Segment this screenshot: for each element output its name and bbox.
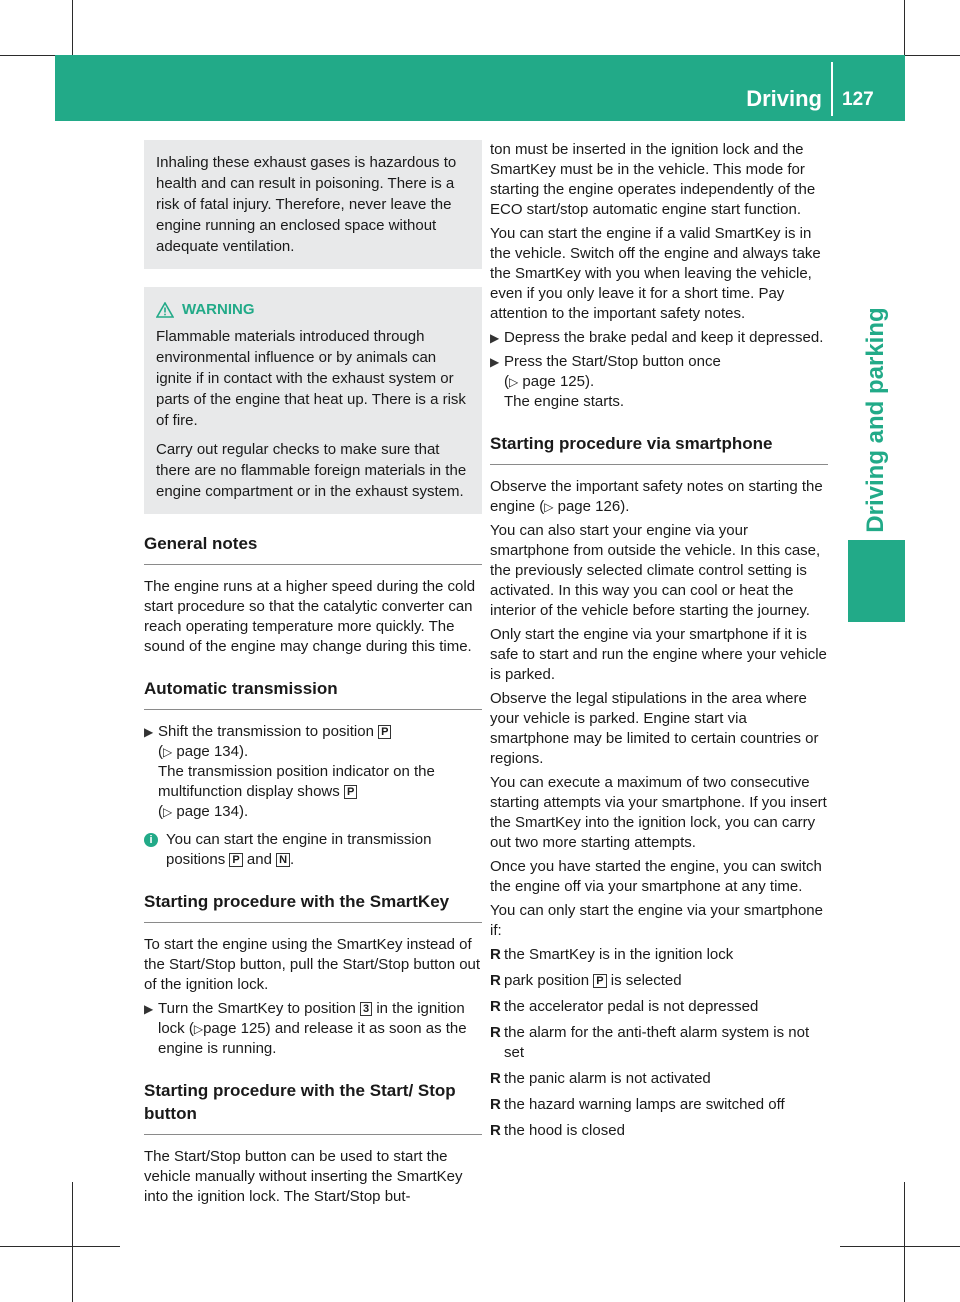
- smartphone-text-5: You can execute a maximum of two consecutive starting attempts via your smartphone. If you insert the SmartKey into the ignition lock, you can carry out two more starting attempts.: [490, 774, 827, 851]
- section-heading-startstop: Starting procedure with the Start/ Stop button: [144, 1079, 482, 1135]
- step-text: Press the Start/Stop button once: [504, 353, 721, 370]
- bullet-icon: R: [490, 946, 501, 963]
- section-heading-smartphone: Starting procedure via smartphone: [490, 432, 828, 465]
- smartphone-text-1: Observe the important safety notes on starting the engine (▷ page 126).: [490, 478, 823, 515]
- key-p-symbol: P: [229, 853, 242, 867]
- smartphone-text-6: Once you have started the engine, you can switch the engine off via your smartphone at any time.: [490, 858, 822, 895]
- crop-mark: [72, 1182, 73, 1302]
- key-p-symbol: P: [344, 785, 357, 799]
- header-separator: [831, 62, 833, 116]
- warning-box: [144, 287, 482, 514]
- step-result: The engine starts.: [504, 393, 625, 410]
- exhaust-hazard-box: [144, 140, 482, 269]
- list-item: R the alarm for the anti-theft alarm system is not set: [490, 1024, 810, 1061]
- list-item: R the hood is closed: [490, 1122, 625, 1139]
- key-p-symbol: P: [593, 974, 606, 988]
- bullet-icon: R: [490, 972, 501, 989]
- step-text: Turn the SmartKey to position: [158, 1000, 356, 1017]
- page-reference[interactable]: page 126: [557, 498, 621, 515]
- page-ref-arrow-icon: ▷: [163, 745, 173, 759]
- warning-title: WARNING: [182, 301, 255, 318]
- list-item: R the accelerator pedal is not depressed: [490, 998, 759, 1015]
- hazard-text: Inhaling these exhaust gases is hazardous to health and can result in poisoning. There is a risk of fatal injury. Therefore, never leave the engine running an enclosed space without adequate ventilation.: [156, 154, 457, 255]
- instruction-step: ▶ Press the Start/Stop button once (▷ page 125). The engine starts.: [490, 353, 721, 410]
- step-text: ) and release it as soon as the engine is running.: [158, 1020, 467, 1057]
- step-arrow-icon: ▶: [144, 725, 154, 739]
- bullet-icon: R: [490, 998, 501, 1015]
- side-section-label: Driving and parking: [862, 307, 889, 533]
- section-heading-automatic: Automatic transmission: [144, 677, 482, 710]
- info-text: You can start the engine in transmission positions: [166, 831, 432, 868]
- step-arrow-icon: ▶: [490, 355, 500, 369]
- info-note: i You can start the engine in transmission positions P and N .: [144, 830, 482, 870]
- smartphone-text-2: You can also start your engine via your smartphone from outside the vehicle. In this case, the previously selected climate control setting is activated. In this way you can cool or heat the interior of the vehicle before starting the journey.: [490, 522, 821, 619]
- warning-triangle-icon: [156, 302, 174, 318]
- list-item: R the SmartKey is in the ignition lock: [490, 946, 734, 963]
- page-ref-arrow-icon: ▷: [163, 805, 173, 819]
- key-n-symbol: N: [276, 853, 290, 867]
- smartkey-text: To start the engine using the SmartKey instead of the Start/Stop button, pull the Start/Stop button out of the ignition lock.: [144, 936, 481, 993]
- bullet-icon: R: [490, 1024, 501, 1041]
- list-item: R the hazard warning lamps are switched off: [490, 1096, 785, 1113]
- smartphone-text-7: You can only start the engine via your smartphone if:: [490, 902, 823, 939]
- bullet-icon: R: [490, 1122, 501, 1139]
- smartphone-text-3: Only start the engine via your smartphone if it is safe to start and run the engine where your vehicle is parked.: [490, 626, 827, 683]
- page-ref-arrow-icon: ▷: [193, 1022, 204, 1036]
- step-text: Shift the transmission to position: [158, 723, 374, 740]
- step-text: in the ignition lock (: [158, 1000, 465, 1037]
- startstop-text: The Start/Stop button can be used to start the vehicle manually without inserting the SmartKey into the ignition lock. The Start/Stop but-: [144, 1148, 463, 1205]
- page-reference[interactable]: page 125: [203, 1020, 266, 1037]
- crop-mark: [0, 1246, 120, 1247]
- section-heading-smartkey: Starting procedure with the SmartKey: [144, 890, 482, 923]
- header-title: Driving: [746, 86, 822, 111]
- info-text-and: and: [246, 851, 272, 868]
- step-result: The transmission position indicator on the multifunction display shows: [158, 763, 435, 800]
- page-ref-arrow-icon: ▷: [544, 500, 554, 514]
- warning-text-1: Flammable materials introduced through environmental influence or by animals can ignite if in contact with the exhaust system or parts of the engine that heat up. There is a risk of fire.: [156, 328, 466, 429]
- list-item: R the panic alarm is not activated: [490, 1070, 711, 1087]
- page-reference[interactable]: page 134: [176, 743, 239, 760]
- instruction-step: [490, 328, 828, 348]
- info-icon: i: [144, 833, 158, 847]
- step-arrow-icon: ▶: [144, 1002, 154, 1016]
- instruction-step: [144, 999, 482, 1059]
- warning-header: [156, 299, 476, 320]
- warning-text-2: Carry out regular checks to make sure that there are no flammable foreign materials in the engine compartment or in the exhaust system.: [156, 441, 467, 500]
- smartkey-valid-text: You can start the engine if a valid SmartKey is in the vehicle. Switch off the engine and always take the SmartKey with you when leaving the vehicle, even if you only leave it for a short time. Pay attention to the important safety notes.: [490, 225, 821, 322]
- step-text: Depress the brake pedal and keep it depressed.: [504, 329, 824, 346]
- right-column: [490, 140, 828, 1147]
- key-p-symbol: P: [378, 725, 391, 739]
- page-reference[interactable]: page 134: [176, 803, 239, 820]
- section-heading-general: General notes: [144, 532, 482, 565]
- key-3-symbol: 3: [360, 1002, 372, 1016]
- page-reference[interactable]: page 125: [522, 373, 585, 390]
- general-notes-text: The engine runs at a higher speed during the cold start procedure so that the catalytic converter can reach operating temperature more quickly. The sound of the engine may change during this time.: [144, 578, 476, 655]
- page-number: 127: [842, 89, 874, 110]
- bullet-icon: R: [490, 1096, 501, 1113]
- startstop-continued-text: ton must be inserted in the ignition lock and the SmartKey must be in the vehicle. This mode for starting the engine operates independently of the ECO start/stop automatic engine start function.: [490, 141, 816, 218]
- bullet-icon: R: [490, 1070, 501, 1087]
- instruction-step: ▶ Shift the transmission to position P (▷ page 134). The transmission position indicator on the multifunction display shows P (▷ page 134).: [144, 723, 435, 820]
- step-arrow-icon: ▶: [490, 331, 500, 345]
- crop-mark: [840, 1246, 960, 1247]
- left-column: [144, 140, 482, 1211]
- list-item: R park position P is selected: [490, 972, 682, 989]
- side-tab-marker: [848, 540, 905, 622]
- page-ref-arrow-icon: ▷: [509, 375, 519, 389]
- crop-mark: [904, 1182, 905, 1302]
- smartphone-text-4: Observe the legal stipulations in the area where your vehicle is parked. Engine start via smartphone may be limited to certain countries or regions.: [490, 690, 819, 767]
